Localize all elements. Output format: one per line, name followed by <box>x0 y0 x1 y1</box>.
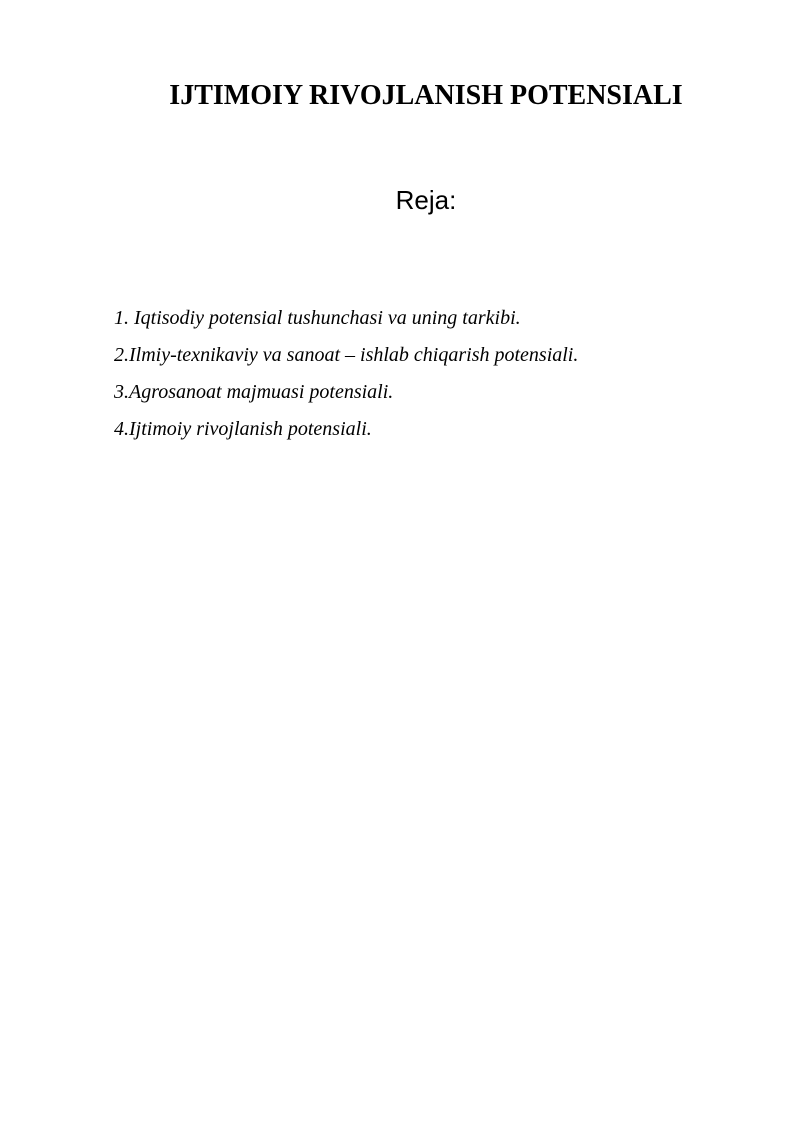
plan-item-2: 2.Ilmiy-texnikaviy va sanoat – ishlab chiqarish potensiali. <box>114 344 579 366</box>
document-title: IJTIMOIY RIVOJLANISH POTENSIALI <box>169 80 683 111</box>
plan-list <box>114 300 578 448</box>
plan-heading: Reja: <box>395 185 457 215</box>
plan-item-1: 1. Iqtisodiy potensial tushunchasi va uning tarkibi. <box>114 307 521 329</box>
plan-item-4: 4.Ijtimoiy rivojlanish potensiali. <box>114 418 372 440</box>
plan-item-3: 3.Agrosanoat majmuasi potensiali. <box>114 381 394 403</box>
